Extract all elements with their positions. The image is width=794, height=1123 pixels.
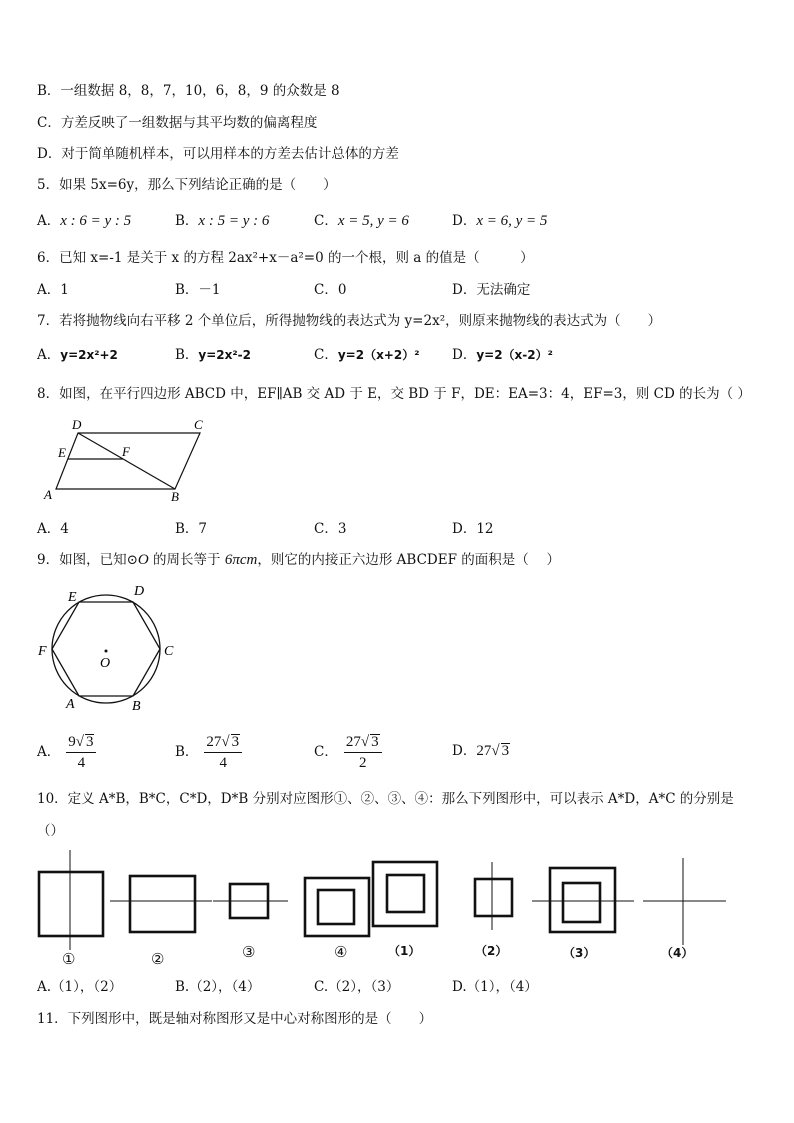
center-point <box>105 650 108 653</box>
q8-option-b: B．7 <box>175 521 208 537</box>
fig-label-p4: （4） <box>661 946 694 960</box>
fig-label-3: ③ <box>242 943 256 961</box>
q4-option-c: C．方差反映了一组数据与其平均数的偏离程度 <box>37 115 318 131</box>
fig-2-square <box>475 879 512 916</box>
label-c: C <box>194 417 203 432</box>
q6-option-a: A．1 <box>37 282 69 298</box>
q7-option-c: C．y=2（x+2）² <box>314 347 420 363</box>
label-b: B <box>132 699 141 714</box>
q8-parallelogram-figure <box>40 415 220 505</box>
q7-option-a: A．y=2x²+2 <box>37 347 118 363</box>
q9-option-b: B． $\frac{27√ 3}{4}$ <box>175 732 242 773</box>
q10-stem-cont: （） <box>37 823 64 839</box>
q6-option-b: B．－1 <box>175 282 221 298</box>
fig4-inner <box>318 890 354 924</box>
q10-option-a: A.（1），（2） <box>37 979 123 995</box>
fig-label-p2: （2） <box>475 944 508 958</box>
fig-label-2: ② <box>151 950 165 968</box>
q10-stem: 10．定义 A*B，B*C，C*D，D*B 分别对应图形①、②、③、④：那么下列图形中，可以表示 A*D，A*C 的分别是 <box>37 791 734 807</box>
parallelogram-abcd <box>56 433 200 489</box>
circle-o <box>52 595 160 703</box>
q7-option-b: B．y=2x²-2 <box>175 347 251 363</box>
q5-stem: 5．如果 5x=6y，那么下列结论正确的是（ ） <box>37 177 337 193</box>
q4-option-b: B．一组数据 8，8，7，10，6，8，9 的众数是 8 <box>37 83 340 99</box>
label-d: D <box>134 584 145 599</box>
q8-option-c: C．3 <box>314 521 347 537</box>
fig-1-inner <box>387 875 424 912</box>
q10-option-b: B.（2），（4） <box>175 979 261 995</box>
label-c: C <box>164 644 174 659</box>
q9-option-d: D．27√ 3 <box>452 743 510 759</box>
fig-1-outer <box>373 862 437 926</box>
q10-option-c: C.（2），（3） <box>314 979 400 995</box>
label-o: O <box>100 656 111 671</box>
fig-label-1: ① <box>62 950 76 968</box>
q8-stem: 8．如图，在平行四边形 ABCD 中，EF∥AB 交 AD 于 E，交 BD 于 F，DE：EA=3：4，EF=3，则 CD 的长为（ ） <box>37 386 751 402</box>
fig-3-inner <box>563 883 600 922</box>
q11-stem: 11．下列图形中，既是轴对称图形又是中心对称图形的是（ ） <box>37 1011 433 1027</box>
fig-label-p1: （1） <box>388 944 421 958</box>
q6-option-c: C．0 <box>314 282 347 298</box>
label-e: E <box>68 590 77 605</box>
q7-option-d: D．y=2（x-2）² <box>452 347 553 363</box>
q9-circle-hexagon-figure <box>36 580 186 715</box>
label-b: B <box>171 489 179 504</box>
label-e: E <box>58 445 66 460</box>
fig4-outer <box>305 878 369 936</box>
label-d: D <box>72 417 82 432</box>
label-a: A <box>44 487 52 502</box>
q9-stem: 9．如图，已知⊙O 的周长等于 6πcm，则它的内接正六边形 ABCDEF 的面积是（ ） <box>37 552 561 568</box>
q9-option-c: C． $\frac{27√ 3}{2}$ <box>314 732 382 773</box>
q8-option-a: A．4 <box>37 521 69 537</box>
q5-option-b: B．x : 5 = y : 6 <box>175 213 270 229</box>
q4-option-d: D．对于简单随机样本，可以用样本的方差去估计总体的方差 <box>37 146 399 162</box>
diagonal-bd <box>78 433 175 489</box>
q5-option-a: A．x : 6 = y : 5 <box>37 213 132 229</box>
q9-option-a: A． $\frac{9√ 3}{4}$ <box>37 732 96 773</box>
fig2-rect <box>130 876 195 932</box>
label-f: F <box>38 644 47 659</box>
q7-stem: 7．若将抛物线向右平移 2 个单位后，所得抛物线的表达式为 y=2x²，则原来抛物线的表达式为（ ） <box>37 313 662 329</box>
fig-label-4: ④ <box>334 943 348 961</box>
q6-stem: 6．已知 x=-1 是关于 x 的方程 2ax²+x－a²=0 的一个根，则 a 的值是（ ） <box>37 250 534 266</box>
q10-option-d: D.（1），（4） <box>452 979 538 995</box>
q5-option-c: C．x = 5, y = 6 <box>314 213 409 229</box>
q10-figures <box>0 850 794 950</box>
q6-option-d: D．无法确定 <box>452 282 531 298</box>
label-a: A <box>66 697 75 712</box>
q8-option-d: D．12 <box>452 521 494 537</box>
label-f: F <box>122 444 130 459</box>
fig1-square <box>39 872 103 936</box>
fig-label-p3: （3） <box>563 946 596 960</box>
q5-option-d: D．x = 6, y = 5 <box>452 213 548 229</box>
hexagon-abcdef <box>52 602 160 696</box>
